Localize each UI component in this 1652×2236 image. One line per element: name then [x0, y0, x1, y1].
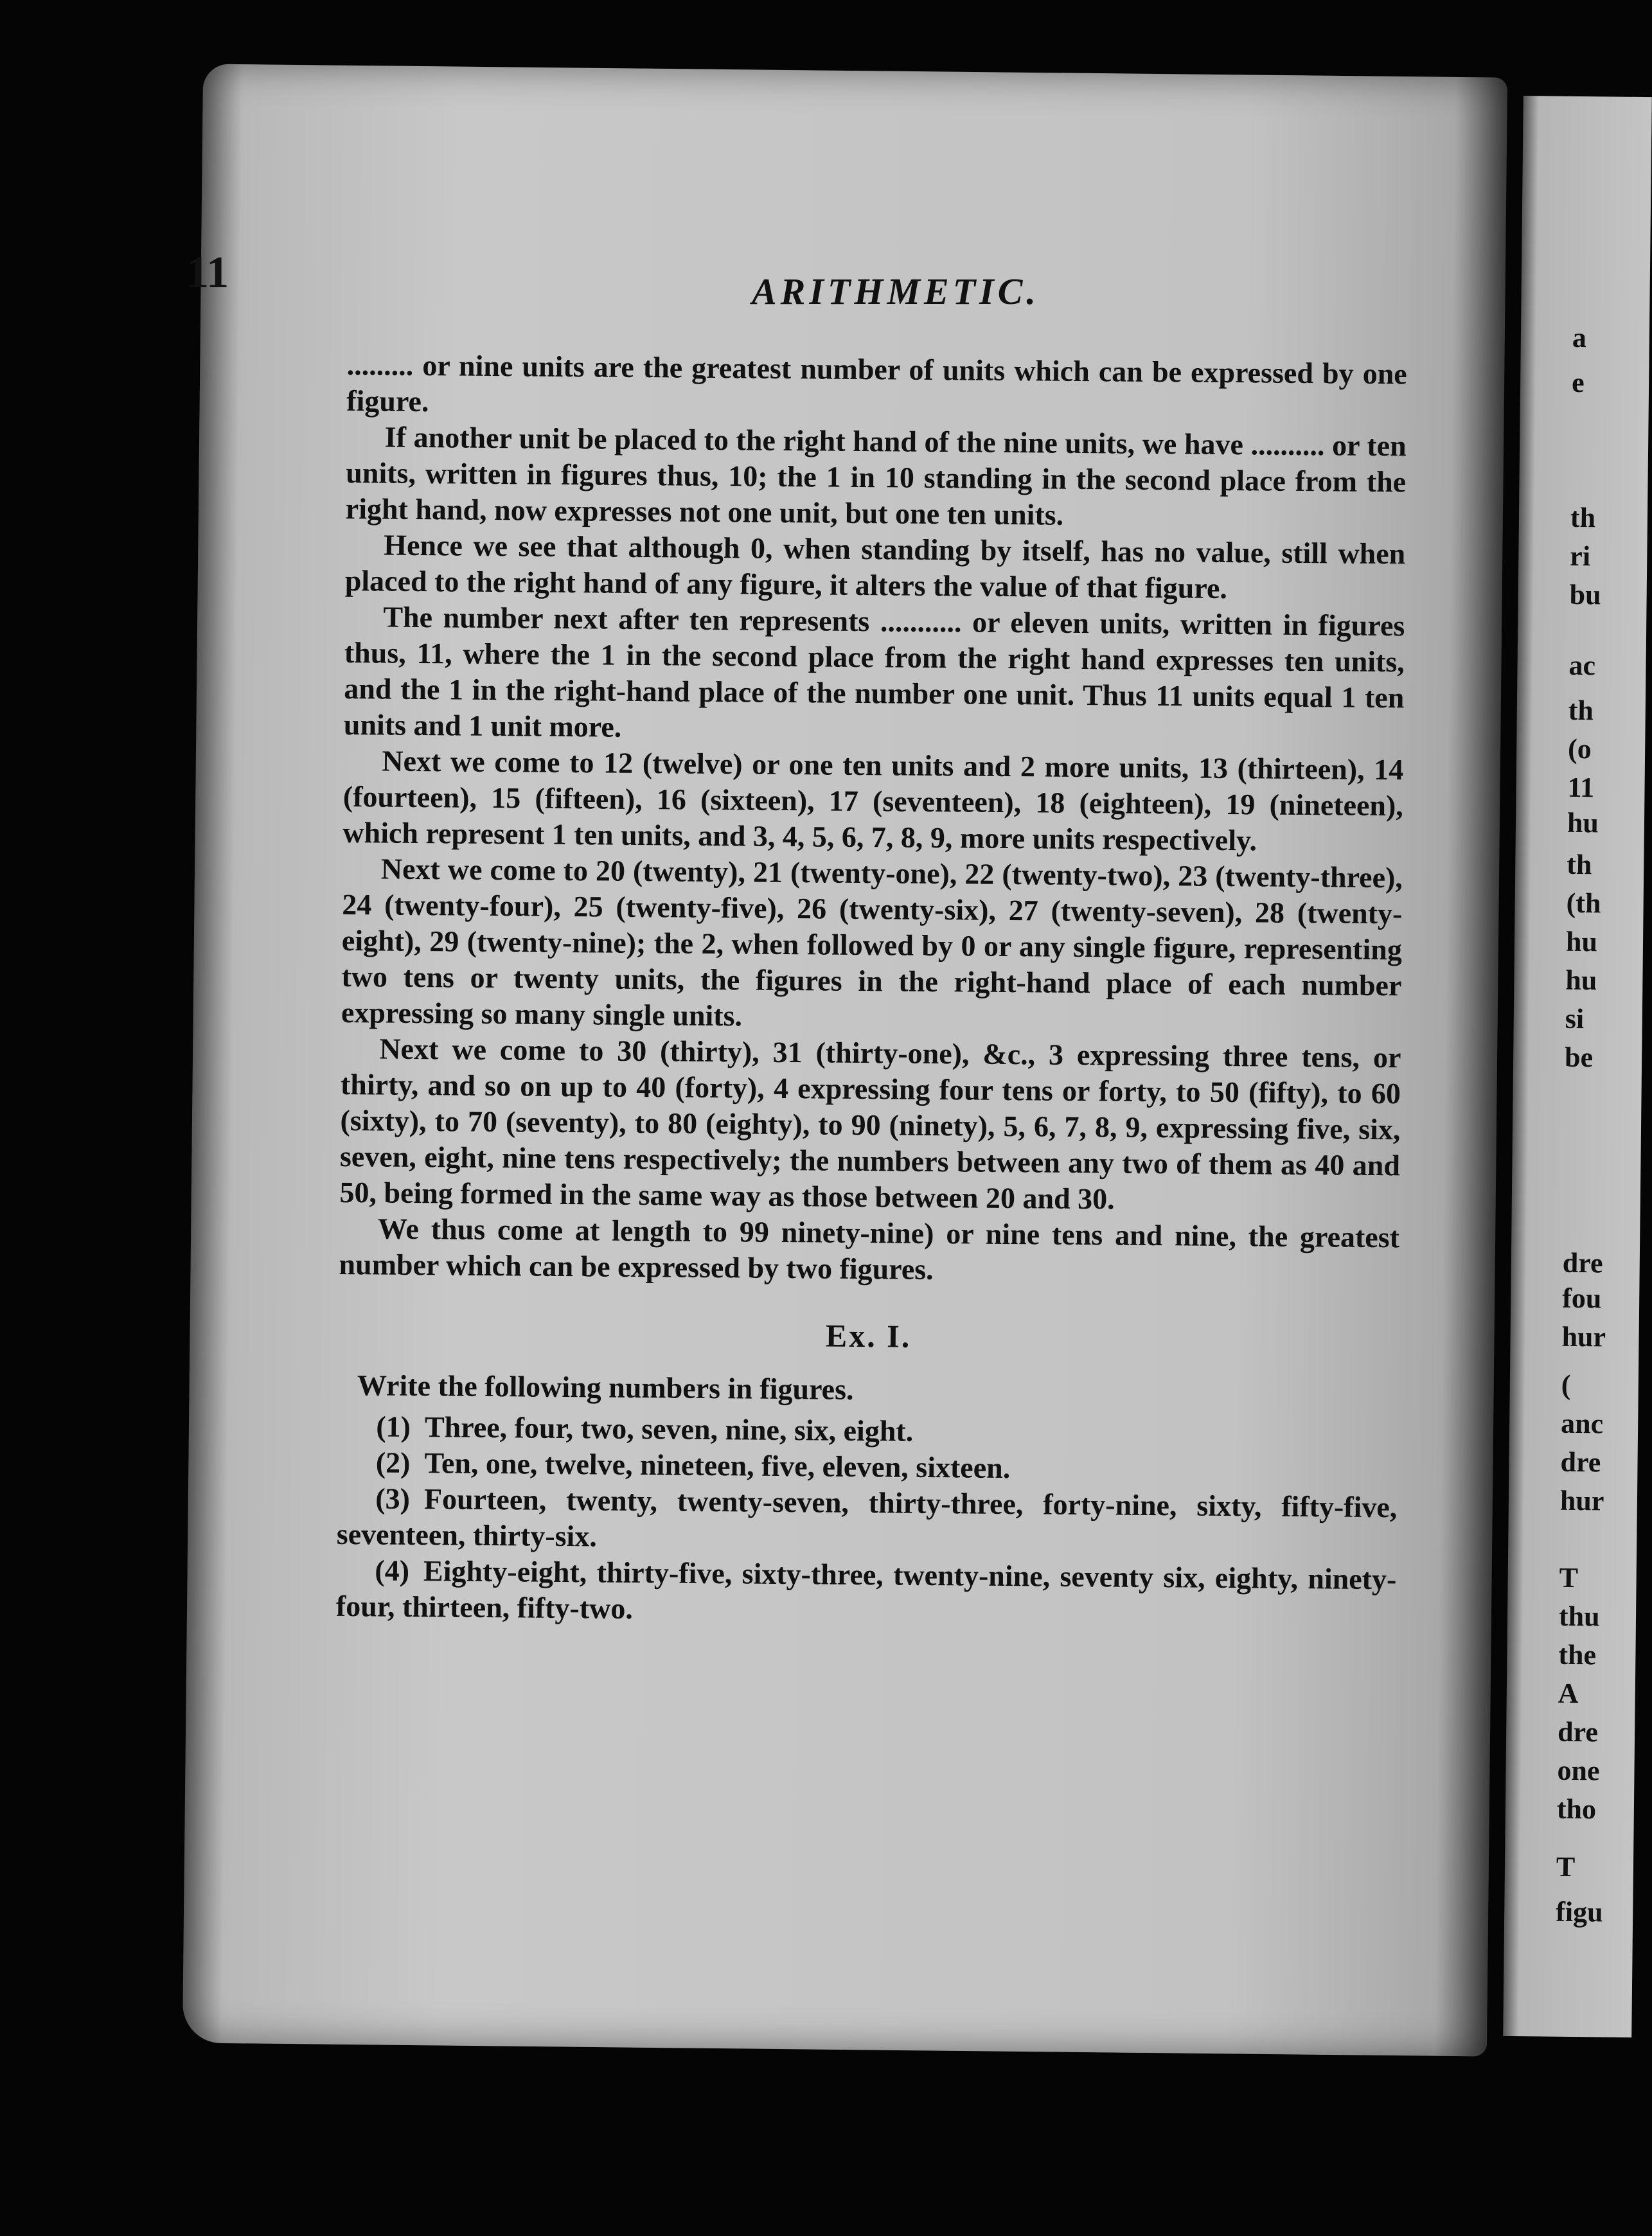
- facing-page-fragment: ri: [1570, 540, 1591, 572]
- facing-page-fragment: one: [1557, 1754, 1600, 1787]
- paragraph: The number next after ten represents ........... or eleven units, written in figures thus, 11, where the 1 in the second place from the right hand expresses ten units, and the 1 in the right-hand place of the number one unit. Thus 11 units equal 1 ten units and 1 unit more.: [343, 600, 1405, 743]
- facing-page-fragment: hu: [1565, 964, 1597, 997]
- exercise-item-number: (4): [375, 1554, 410, 1587]
- paragraph: Hence we see that although 0, when standing by itself, has no value, still when placed to the right hand of any figure, it alters the value of that figure.: [344, 528, 1406, 605]
- facing-page-fragment: dre: [1562, 1247, 1603, 1279]
- facing-page-fragment: th: [1567, 848, 1592, 881]
- facing-page-fragment: anc: [1560, 1407, 1604, 1440]
- exercise-item-number: (2): [375, 1446, 411, 1479]
- exercise-item: [336, 1552, 1397, 1633]
- facing-page-fragment: thu: [1558, 1600, 1600, 1633]
- exercise-item-number: (1): [376, 1410, 411, 1443]
- facing-page-fragment: bu: [1569, 578, 1601, 611]
- facing-page-fragment: (: [1561, 1369, 1571, 1401]
- facing-page-fragment: a: [1572, 321, 1587, 354]
- paragraph: We thus come at length to 99 ninety-nine) or nine tens and nine, the greatest number which can be expressed by two figures.: [339, 1212, 1400, 1286]
- exercise-item-number: (3): [375, 1482, 411, 1515]
- facing-page-fragment: hur: [1561, 1320, 1606, 1353]
- facing-page-fragment: figu: [1555, 1895, 1603, 1928]
- exercise-item: [337, 1480, 1398, 1561]
- facing-page-fragment: hu: [1565, 925, 1598, 958]
- facing-page-fragment: T: [1559, 1561, 1579, 1594]
- facing-page-fragment: hu: [1567, 806, 1599, 839]
- facing-page-fragment: (th: [1566, 887, 1601, 919]
- facing-page-fragment: hur: [1559, 1484, 1604, 1517]
- facing-page-fragment: th: [1568, 694, 1594, 727]
- facing-page-fragment: dre: [1560, 1446, 1601, 1478]
- facing-page-fragment: (o: [1567, 732, 1592, 765]
- exercise-item-text: Three, four, two, seven, nine, six, eight.: [424, 1410, 914, 1448]
- paragraph: Next we come to 20 (twenty), 21 (twenty-one), 22 (twenty-two), 23 (twenty-three), 24 (twenty-four), 25 (twenty-five), 26 (twenty-six), 27 (twenty-seven), 28 (twenty-eight), 29 (twenty-nine); the 2, when followed by 0 or any single figure, representing two tens or twenty units, the figures in the right-hand place of each number expressing so many single units.: [341, 852, 1403, 1033]
- facing-page-fragment: T: [1556, 1850, 1576, 1883]
- page-body: [336, 347, 1407, 1633]
- exercise-item-text: Eighty-eight, thirty-five, sixty-three, twenty-nine, seventy six, eighty, ninety-four, thirteen, fifty-two.: [335, 1554, 1397, 1625]
- facing-page-fragment: 11: [1567, 771, 1595, 804]
- facing-page-fragment: A: [1558, 1677, 1579, 1710]
- facing-page-edge: [1503, 96, 1652, 2037]
- facing-page-fragment: be: [1564, 1041, 1594, 1074]
- facing-page-fragment: the: [1558, 1638, 1597, 1671]
- paragraph: ......... or nine units are the greatest number of units which can be expressed by one figure.: [346, 348, 1407, 418]
- facing-page-fragment: e: [1571, 366, 1585, 399]
- paragraph: Next we come to 12 (twelve) or one ten units and 2 more units, 13 (thirteen), 14 (fourteen), 15 (fifteen), 16 (sixteen), 17 (seventeen), 18 (eighteen), 19 (nineteen), which represent 1 ten units, and 3, 4, 5, 6, 7, 8, 9, more units respectively.: [342, 744, 1404, 857]
- exercise-item-text: Ten, one, twelve, nineteen, five, eleven, sixteen.: [424, 1446, 1011, 1485]
- facing-page-fragment: tho: [1556, 1793, 1597, 1825]
- facing-page-fragment: fou: [1561, 1282, 1602, 1315]
- running-head: ARITHMETIC.: [752, 271, 1040, 312]
- exercise-item-text: Fourteen, twenty, twenty-seven, thirty-three, forty-nine, sixty, fifty-five, seventeen, thirty-six.: [336, 1482, 1398, 1553]
- exercise-title: Ex. I.: [825, 1317, 912, 1354]
- page-number: 11: [186, 248, 229, 297]
- paragraph: If another unit be placed to the right hand of the nine units, we have .......... or ten units, written in figures thus, 10; the 1 in 10 standing in the second place from the right hand, now expresses not one unit, but one ten units.: [345, 420, 1407, 531]
- exercise-intro: Write the following numbers in figures.: [357, 1369, 854, 1406]
- facing-page-fragment: ac: [1568, 649, 1596, 682]
- facing-page-fragment: th: [1570, 501, 1596, 534]
- facing-page-fragment: si: [1565, 1002, 1585, 1035]
- paragraph: Next we come to 30 (thirty), 31 (thirty-one), &c., 3 expressing three tens, or thirty, and so on up to 40 (forty), 4 expressing four tens or forty, to 50 (fifty), to 60 (sixty), to 70 (seventy), to 80 (eighty), to 90 (ninety), 5, 6, 7, 8, 9, expressing five, six, seven, eight, nine tens respectively; the numbers between any two of them as 40 and 50, being formed in the same way as those between 20 and 30.: [339, 1032, 1401, 1216]
- facing-page-fragment: dre: [1557, 1716, 1599, 1748]
